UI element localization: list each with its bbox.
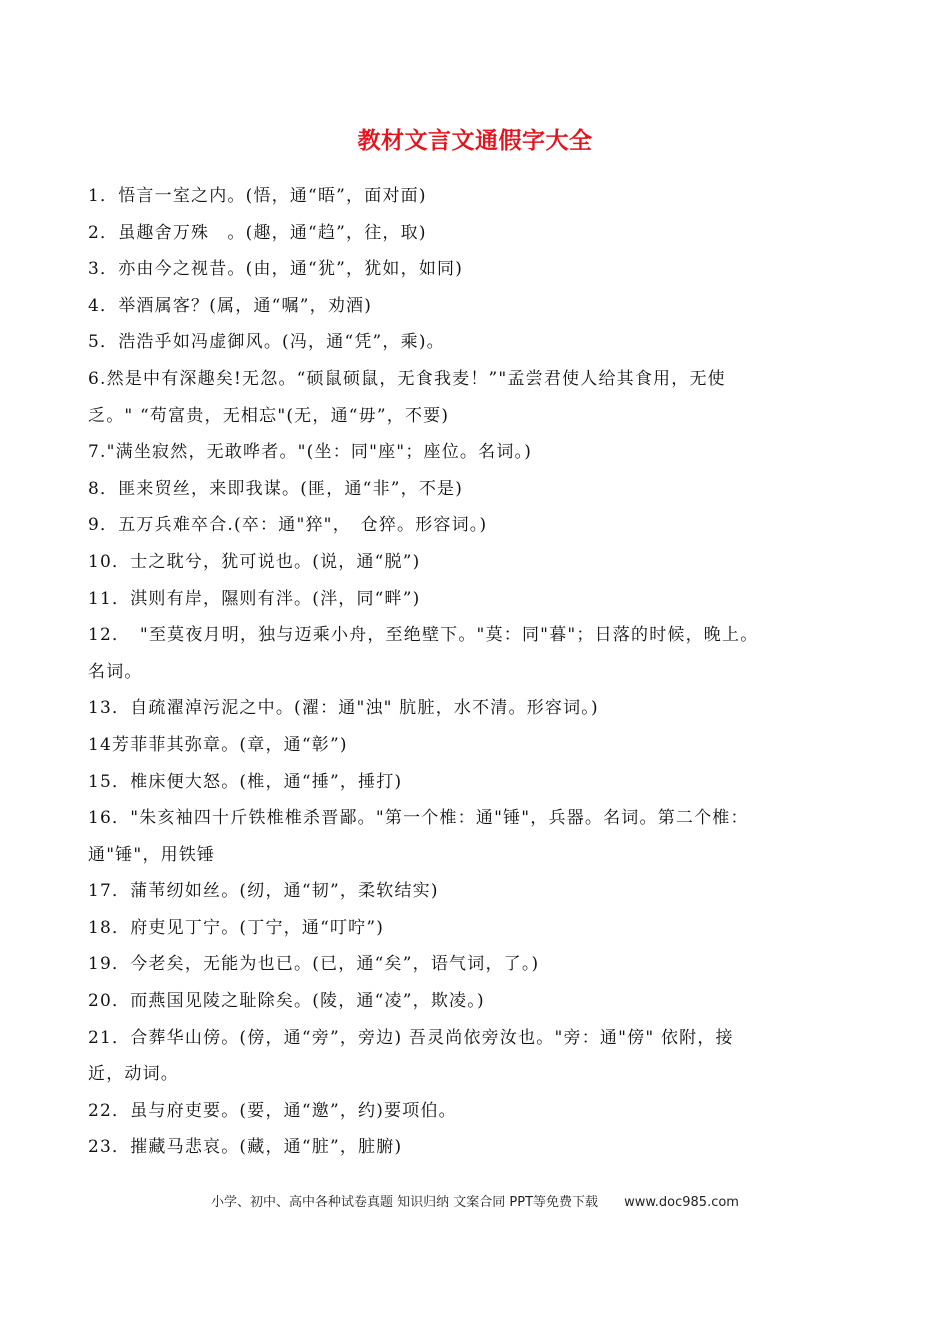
entry-line: 5．浩浩乎如冯虚御风。(冯，通“凭”，乘)。 (88, 332, 445, 353)
entry-line: 23．摧藏马悲哀。(藏，通“脏”，脏腑) (88, 1137, 403, 1158)
entry-line: 1．悟言一室之内。(悟，通“晤”，面对面) (88, 186, 427, 206)
entry-line: 名词。 (88, 661, 143, 682)
entry-line: 乏。" “苟富贵，无相忘"(无，通“毋”，不要) (88, 405, 450, 426)
entry-list (88, 178, 868, 1166)
entry-line: 14芳菲菲其弥章。(章，通“彰”) (88, 734, 348, 755)
entry-line: 近，动词。 (88, 1064, 179, 1085)
entry-line: 11．淇则有岸，隰则有泮。(泮，同“畔”) (88, 588, 421, 609)
entry-line: 19．今老矣，无能为也已。(已，通“矣”，语气词，了。) (88, 954, 540, 975)
entry-line: 2．虽趣舍万殊 。(趣，通“趋”，往，取) (88, 222, 427, 243)
entry-line: 13．自疏濯淖污泥之中。(濯：通"浊" 肮脏，水不清。形容词。) (88, 698, 599, 719)
entry-line: 3．亦由今之视昔。(由，通“犹”，犹如，如同) (88, 259, 464, 280)
entry-line: 21．合葬华山傍。(傍，通“旁”，旁边) 吾灵尚依旁汝也。"旁：通"傍" 依附，接 (88, 1027, 734, 1048)
entry-line: 16．"朱亥袖四十斤铁椎椎杀晋鄙。"第一个椎：通"锤"，兵器。名词。第二个椎： (88, 808, 749, 829)
entry-line: 12． "至莫夜月明，独与迈乘小舟，至绝壁下。"莫：同"暮"；日落的时候，晚上。 (88, 625, 759, 646)
entry-line: 通"锤"，用铁锤 (88, 844, 216, 865)
entry-line: 10．士之耽兮，犹可说也。(说，通“脱”) (88, 551, 421, 572)
entry-line: 20．而燕国见陵之耻除矣。(陵，通“凌”，欺凌。) (88, 991, 485, 1012)
entry-line: 18．府吏见丁宁。(丁宁，通“叮咛”) (88, 917, 385, 938)
entry-line: 15．椎床便大怒。(椎，通“捶”，捶打) (88, 771, 403, 792)
page-footer (0, 1191, 950, 1210)
entry-line: 8．匪来贸丝，来即我谋。(匪，通“非”，不是) (88, 478, 464, 499)
entry-line: 7."满坐寂然，无敢哗者。"(坐：同"座"；座位。名词。) (88, 442, 533, 463)
entry-line: 4．举酒属客？(属，通“嘱”，劝酒) (88, 295, 373, 316)
entry-line: 9．五万兵难卒合.(卒：通"猝"， 仓猝。形容词。) (88, 515, 488, 536)
footer-url[interactable]: www.doc985.com (624, 1195, 739, 1210)
entry-line: 22．虽与府吏要。(要，通“邀”，约)要项伯。 (88, 1100, 457, 1121)
entry-line: 17．蒲苇纫如丝。(纫，通“韧”，柔软结实) (88, 881, 439, 902)
entry-line: 6.然是中有深趣矣!无忽。“硕鼠硕鼠，无食我麦！”"孟尝君使人给其食用，无使 (88, 368, 726, 389)
page-title: 教材文言文通假字大全 (357, 128, 593, 154)
footer-text: 小学、初中、高中各种试卷真题 知识归纳 文案合同 PPT等免费下载 (211, 1195, 599, 1210)
